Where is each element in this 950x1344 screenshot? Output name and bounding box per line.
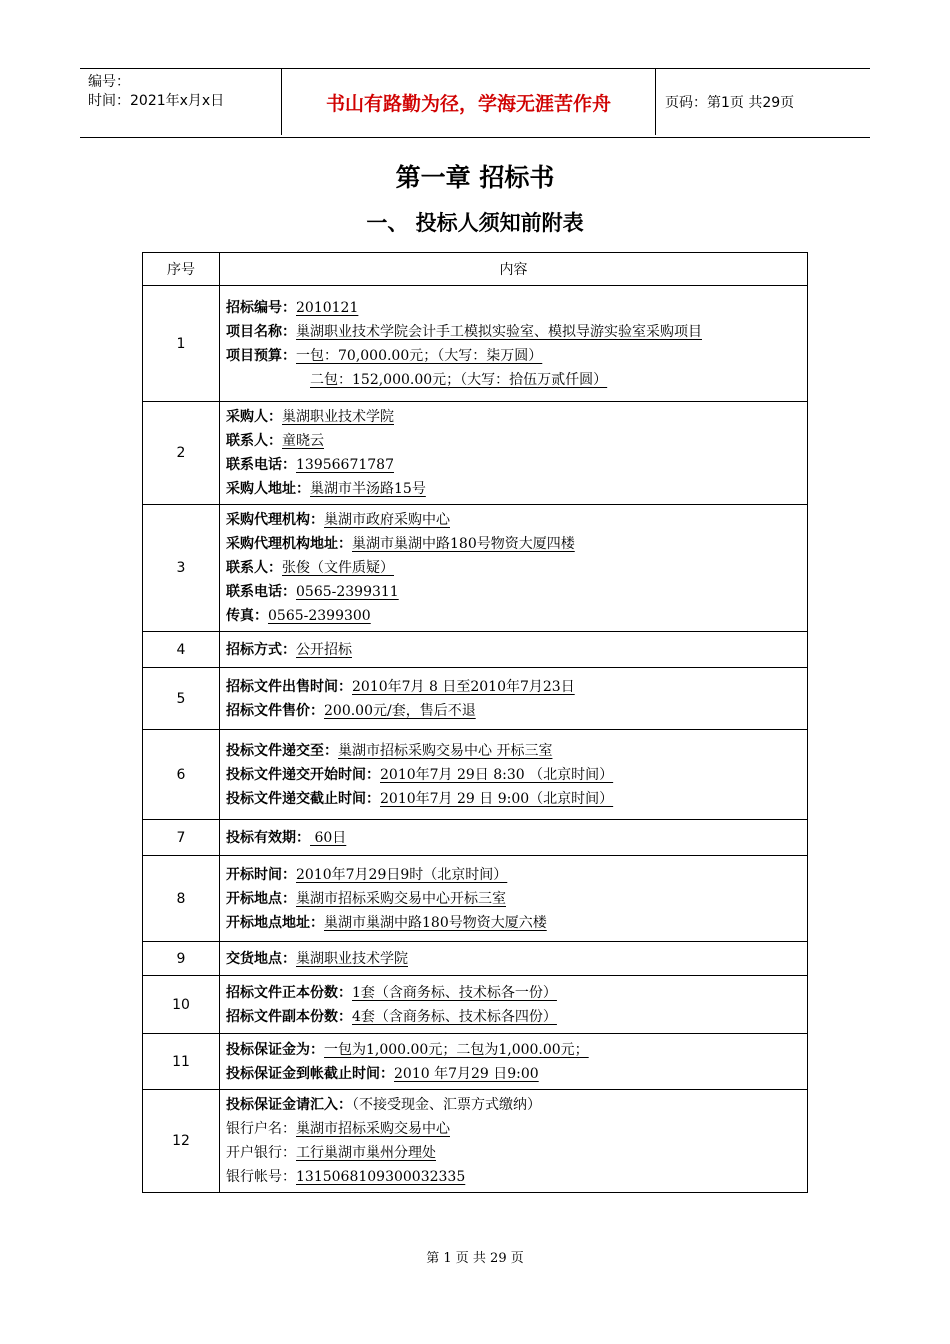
content-line — [226, 1093, 801, 1117]
table-row — [143, 505, 808, 632]
content-line — [226, 1165, 801, 1189]
content-line — [226, 1062, 801, 1086]
field-label: 银行帐号： — [226, 1169, 296, 1185]
field-value: （不接受现金、汇票方式缴纳） — [352, 1097, 541, 1113]
row-content — [220, 286, 808, 402]
field-value: 一包：70,000.00元；（大写：柒万圆） — [296, 347, 543, 364]
page-footer: 第 1 页 共 29 页 — [426, 1251, 524, 1266]
content-line — [226, 405, 801, 429]
field-label: 银行户名： — [226, 1121, 296, 1137]
field-label: 联系电话： — [226, 584, 296, 600]
field-label: 交货地点： — [226, 950, 296, 967]
content-line — [226, 947, 801, 971]
row-content — [220, 1034, 808, 1090]
row-content — [220, 668, 808, 730]
field-value: 1315068109300032335 — [296, 1169, 466, 1185]
field-label: 招标文件正本份数： — [226, 984, 352, 1001]
table-row — [143, 402, 808, 505]
field-value: 2010年7月 8 日至2010年7月23日 — [352, 678, 575, 695]
row-content — [220, 976, 808, 1034]
row-number: 7 — [143, 820, 220, 856]
field-label: 投标文件递交至： — [226, 742, 338, 759]
table-header-row — [143, 253, 808, 286]
row-content — [220, 505, 808, 632]
field-value: 公开招标 — [296, 641, 352, 658]
content-line — [226, 296, 801, 320]
table-row — [143, 942, 808, 976]
field-label: 招标编号： — [226, 299, 296, 316]
content-line — [226, 368, 801, 392]
row-content — [220, 820, 808, 856]
field-label: 投标文件递交开始时间： — [226, 766, 380, 783]
content-line — [226, 638, 801, 662]
row-number: 3 — [143, 505, 220, 632]
row-number: 5 — [143, 668, 220, 730]
content-line — [226, 477, 801, 501]
field-label: 采购人地址： — [226, 481, 310, 497]
content-line — [226, 580, 801, 604]
table-row — [143, 820, 808, 856]
field-label: 投标保证金为： — [226, 1041, 324, 1058]
content-line — [226, 911, 801, 935]
field-value: 巢湖市招标采购交易中心 — [296, 1121, 450, 1137]
field-label: 招标文件副本份数： — [226, 1008, 352, 1025]
field-value: 2010年7月 29 日 9:00（北京时间） — [380, 790, 614, 807]
row-number: 10 — [143, 976, 220, 1034]
content-line — [226, 887, 801, 911]
field-value: 2010121 — [296, 299, 359, 316]
field-label: 联系电话： — [226, 457, 296, 473]
field-label: 联系人： — [226, 560, 282, 576]
field-label: 项目名称： — [226, 323, 296, 340]
field-value: 巢湖职业技术学院 — [296, 950, 408, 967]
row-number: 12 — [143, 1090, 220, 1193]
content-line — [226, 675, 801, 699]
content-line — [226, 826, 801, 850]
field-value: 60日 — [310, 829, 347, 846]
field-label: 开户银行： — [226, 1145, 296, 1161]
row-content — [220, 632, 808, 668]
field-value: 巢湖职业技术学院 — [282, 409, 394, 425]
field-label: 传真： — [226, 608, 268, 624]
field-label: 投标保证金到帐截止时间： — [226, 1065, 394, 1082]
table-row — [143, 856, 808, 942]
field-value: 工行巢湖市巢州分理处 — [296, 1145, 436, 1161]
field-label: 联系人： — [226, 433, 282, 449]
field-value: 二包：152,000.00元；（大写：拾伍万贰仟圆） — [310, 371, 608, 388]
row-content — [220, 856, 808, 942]
field-value: 2010年7月29日9时（北京时间） — [296, 866, 508, 883]
table-row — [143, 730, 808, 820]
field-value: 张俊（文件质疑） — [282, 560, 394, 576]
content-line — [226, 556, 801, 580]
header-page-info: 页码：第1页 共29页 — [665, 95, 795, 111]
content-line — [226, 787, 801, 811]
table-row — [143, 976, 808, 1034]
field-value: 13956671787 — [296, 457, 394, 473]
content-line — [226, 320, 801, 344]
row-content — [220, 1090, 808, 1193]
content-line — [226, 739, 801, 763]
content-line — [226, 508, 801, 532]
header-number: 编号： — [88, 74, 130, 90]
content-line — [226, 1117, 801, 1141]
field-value: 2010年7月 29日 8:30 （北京时间） — [380, 766, 614, 783]
field-value: 4套（含商务标、技术标各四份） — [352, 1008, 557, 1025]
field-value: 1套（含商务标、技术标各一份） — [352, 984, 557, 1001]
content-line — [226, 763, 801, 787]
header-meta — [88, 73, 224, 111]
header-motto: 书山有路勤为径，学海无涯苦作舟 — [281, 69, 656, 135]
table-row — [143, 668, 808, 730]
field-value: 巢湖市招标采购交易中心开标三室 — [296, 890, 506, 907]
content-line — [226, 453, 801, 477]
row-number: 8 — [143, 856, 220, 942]
field-label: 投标文件递交截止时间： — [226, 790, 380, 807]
field-label: 招标方式： — [226, 641, 296, 658]
row-number: 2 — [143, 402, 220, 505]
header-content: 内容 — [220, 253, 808, 286]
field-label: 开标地点地址： — [226, 914, 324, 931]
table-row — [143, 1034, 808, 1090]
table-body — [143, 286, 808, 1193]
row-content — [220, 942, 808, 976]
content-line — [226, 699, 801, 723]
field-value: 童晓云 — [282, 433, 324, 449]
field-value: 一包为1,000.00元；二包为1,000.00元； — [324, 1041, 589, 1058]
table-row — [143, 1090, 808, 1193]
row-number: 6 — [143, 730, 220, 820]
field-label: 投标有效期： — [226, 829, 310, 846]
content-line — [226, 532, 801, 556]
bid-table — [142, 252, 808, 1193]
field-value: 0565-2399311 — [296, 584, 399, 600]
field-label: 开标地点： — [226, 890, 296, 907]
field-value: 巢湖市半汤路15号 — [310, 481, 426, 497]
field-label: 采购代理机构地址： — [226, 536, 352, 552]
row-number: 11 — [143, 1034, 220, 1090]
content-line — [226, 1038, 801, 1062]
field-label: 招标文件出售时间： — [226, 678, 352, 695]
field-value: 巢湖市巢湖中路180号物资大厦六楼 — [324, 914, 547, 931]
field-label: 采购人： — [226, 409, 282, 425]
row-number: 1 — [143, 286, 220, 402]
row-content — [220, 402, 808, 505]
content-line — [226, 981, 801, 1005]
header-time: 时间：2021年x月x日 — [88, 93, 225, 109]
field-label: 项目预算： — [226, 347, 296, 364]
field-value: 200.00元/套，售后不退 — [324, 702, 476, 719]
table-row — [143, 632, 808, 668]
content-line — [226, 1141, 801, 1165]
field-value: 巢湖市政府采购中心 — [324, 512, 450, 528]
field-value: 巢湖市招标采购交易中心 开标三室 — [338, 742, 553, 759]
row-number: 9 — [143, 942, 220, 976]
field-label: 采购代理机构： — [226, 512, 324, 528]
page-header — [80, 68, 870, 138]
content-line — [226, 1005, 801, 1029]
row-number: 4 — [143, 632, 220, 668]
content-line — [226, 863, 801, 887]
header-seq: 序号 — [143, 253, 220, 286]
field-label: 投标保证金请汇入： — [226, 1097, 352, 1113]
field-value: 巢湖职业技术学院会计手工模拟实验室、模拟导游实验室采购项目 — [296, 323, 702, 340]
content-line — [226, 429, 801, 453]
field-value: 巢湖市巢湖中路180号物资大厦四楼 — [352, 536, 575, 552]
field-label: 招标文件售价： — [226, 702, 324, 719]
field-value: 0565-2399300 — [268, 608, 371, 624]
table-row — [143, 286, 808, 402]
field-label: 开标时间： — [226, 866, 296, 883]
field-value: 2010 年7月29 日9:00 — [394, 1065, 539, 1082]
content-line — [226, 344, 801, 368]
row-content — [220, 730, 808, 820]
section-title: 一、 投标人须知前附表 — [366, 211, 584, 235]
chapter-title: 第一章 招标书 — [395, 163, 555, 192]
content-line — [226, 604, 801, 628]
